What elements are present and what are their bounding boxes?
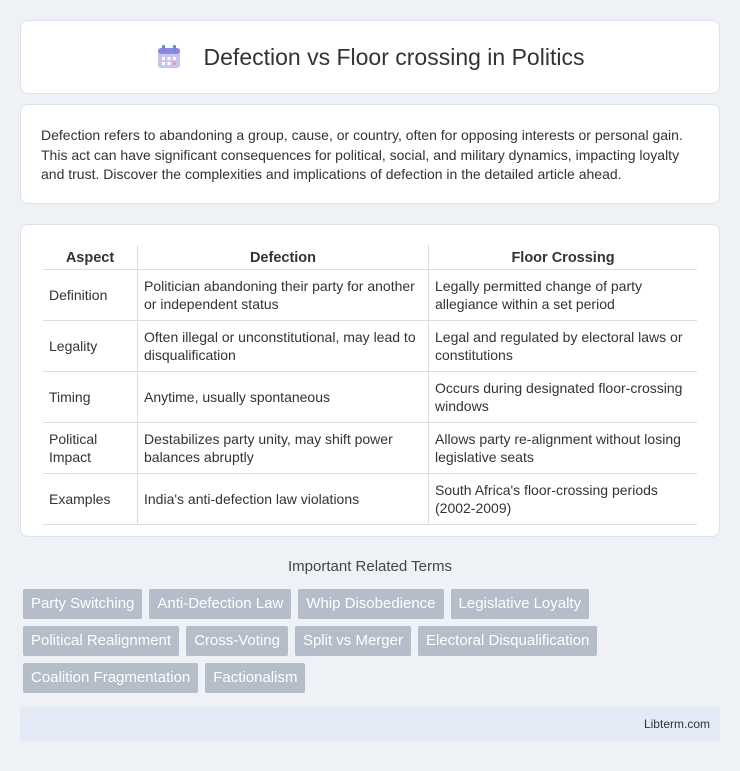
related-term-chip[interactable]: Party Switching [23,589,142,619]
row-aspect: Examples [43,474,137,525]
intro-card [20,104,720,204]
table-row [43,321,697,372]
header-defection: Defection [137,245,428,270]
row-floor-crossing: Legally permitted change of party allegiance within a set period [428,270,697,321]
header-aspect: Aspect [43,245,137,270]
row-aspect: Political Impact [43,423,137,474]
related-term-chip[interactable]: Split vs Merger [295,626,411,656]
row-aspect: Definition [43,270,137,321]
title-card [20,20,720,94]
table-row [43,474,697,525]
row-aspect: Legality [43,321,137,372]
row-defection: Politician abandoning their party for another or independent status [137,270,428,321]
row-aspect: Timing [43,372,137,423]
page-title: Defection vs Floor crossing in Politics [203,43,585,70]
footer [20,707,720,741]
comparison-table [43,245,697,525]
row-floor-crossing: Allows party re-alignment without losing legislative seats [428,423,697,474]
table-header-row [43,245,697,270]
row-defection: Anytime, usually spontaneous [137,372,428,423]
row-defection: Often illegal or unconstitutional, may lead to disqualification [137,321,428,372]
row-floor-crossing: Legal and regulated by electoral laws or constitutions [428,321,697,372]
table-row [43,423,697,474]
related-term-chip[interactable]: Political Realignment [23,626,179,656]
table-row [43,372,697,423]
related-term-chip[interactable]: Coalition Fragmentation [23,663,198,693]
row-defection: Destabilizes party unity, may shift power balances abruptly [137,423,428,474]
row-floor-crossing: Occurs during designated floor-crossing windows [428,372,697,423]
related-terms-list [23,589,723,693]
table-row [43,270,697,321]
header-floor-crossing: Floor Crossing [428,245,697,270]
row-defection: India's anti-defection law violations [137,474,428,525]
related-term-chip[interactable]: Electoral Disqualification [418,626,597,656]
related-terms-title: Important Related Terms [288,558,452,575]
comparison-table-card [20,224,720,537]
related-term-chip[interactable]: Anti-Defection Law [149,589,291,619]
row-floor-crossing: South Africa's floor-crossing periods (2002-2009) [428,474,697,525]
related-term-chip[interactable]: Cross-Voting [186,626,288,656]
intro-text: Defection refers to abandoning a group, cause, or country, often for opposing interests or personal gain. This act can have significant consequences for political, social, and military dynamics, impacting loyalty and trust. Discover the complexities and implications of defection in the detailed article ahead. [41,127,683,182]
calendar-icon [156,44,182,70]
footer-brand[interactable]: Libterm.com [643,717,710,731]
related-term-chip[interactable]: Whip Disobedience [298,589,443,619]
related-term-chip[interactable]: Legislative Loyalty [451,589,590,619]
related-term-chip[interactable]: Factionalism [205,663,305,693]
